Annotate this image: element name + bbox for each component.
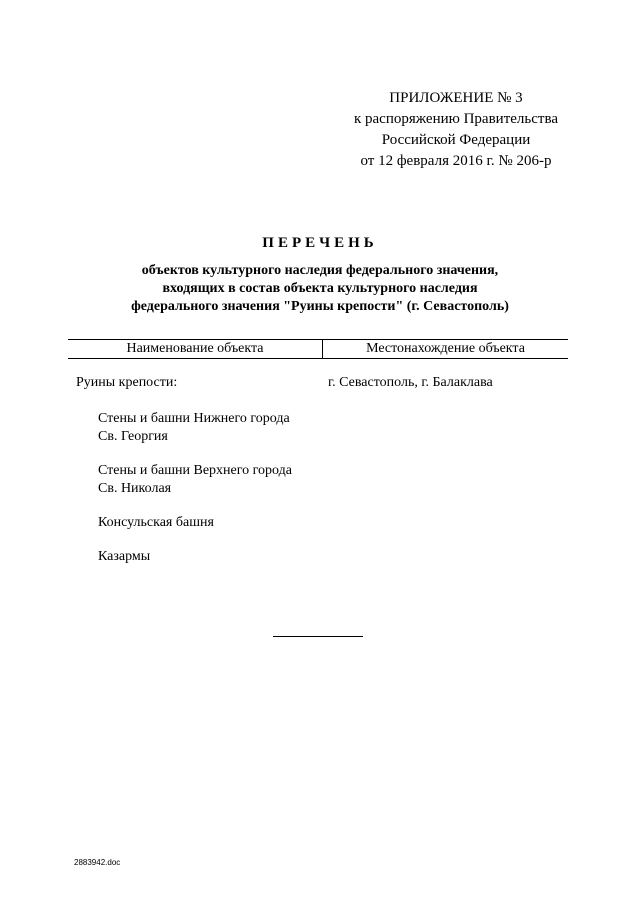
subtitle-line-2: входящих в состав объекта культурного наследия — [162, 281, 478, 296]
appendix-date: от 12 февраля 2016 г. № 206-р — [360, 153, 552, 169]
table-header — [68, 339, 568, 359]
end-separator — [273, 636, 363, 637]
list-item — [98, 462, 292, 498]
column-header-location: Местонахождение объекта — [366, 341, 525, 356]
object-items-list — [98, 410, 292, 582]
document-subtitle — [0, 262, 640, 316]
list-item — [98, 410, 292, 446]
item-line: Консульская башня — [98, 515, 214, 530]
item-line: Стены и башни Нижнего города — [98, 411, 290, 426]
item-line: Св. Георгия — [98, 429, 168, 444]
subtitle-line-3: федерального значения "Руины крепости" (г. Севастополь) — [131, 299, 509, 314]
column-header-name: Наименование объекта — [68, 340, 323, 358]
item-line: Св. Николая — [98, 481, 172, 496]
document-title: ПЕРЕЧЕНЬ — [262, 235, 378, 251]
object-location: г. Севастополь, г. Балаклава — [328, 375, 493, 390]
appendix-authority: Российской Федерации — [381, 132, 531, 148]
appendix-block — [330, 88, 582, 172]
list-item — [98, 514, 292, 532]
file-name-footer: 2883942.doc — [74, 858, 121, 867]
item-line: Казармы — [98, 549, 151, 564]
subtitle-line-1: объектов культурного наследия федерального значения, — [141, 263, 499, 278]
item-line: Стены и башни Верхнего города — [98, 463, 292, 478]
appendix-number: ПРИЛОЖЕНИЕ № 3 — [389, 90, 523, 106]
main-object-name: Руины крепости: — [76, 375, 178, 390]
appendix-reference: к распоряжению Правительства — [353, 111, 558, 127]
list-item — [98, 548, 292, 566]
